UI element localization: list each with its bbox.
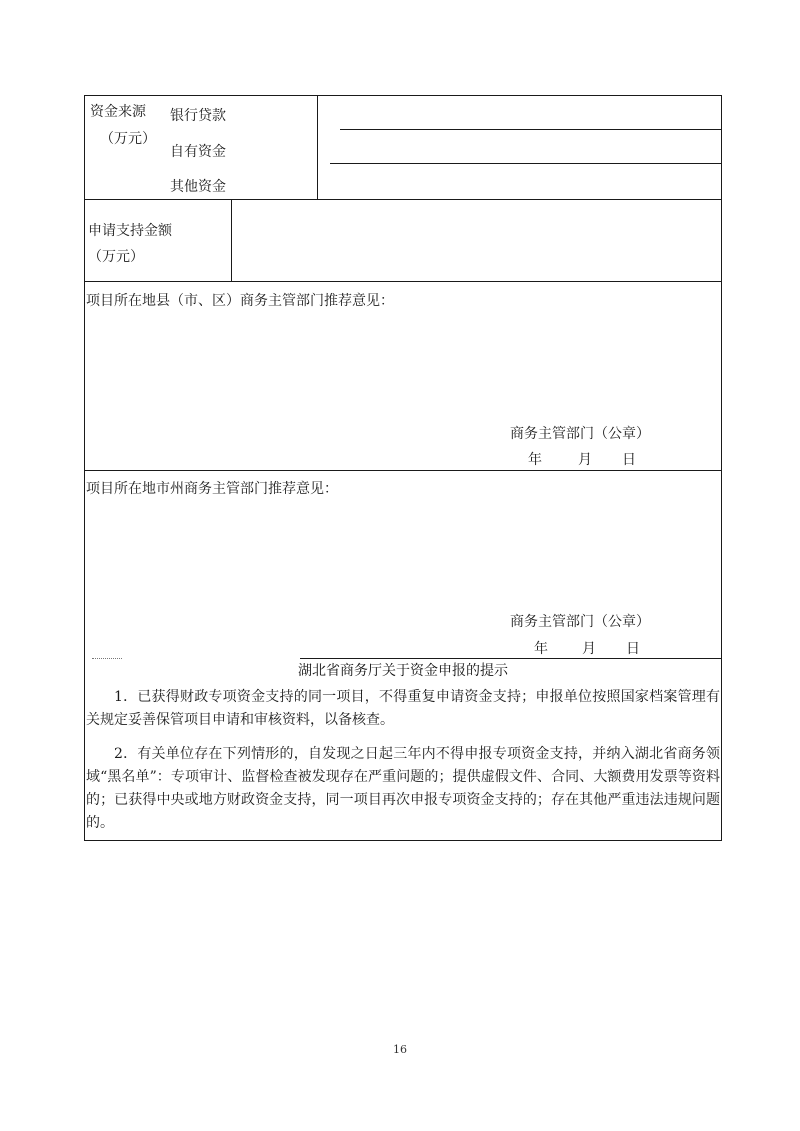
city-bottom-line bbox=[300, 658, 722, 659]
table-bottom-border bbox=[84, 840, 722, 841]
city-opinion-heading: 项目所在地市州商务主管部门推荐意见： bbox=[86, 481, 338, 497]
county-date-year: 年 bbox=[528, 452, 542, 468]
apply-amount-unit: （万元） bbox=[88, 249, 144, 265]
table-right-border bbox=[721, 95, 722, 840]
county-seal-label: 商务主管部门（公章） bbox=[510, 426, 650, 442]
apply-amount-label: 申请支持金额 bbox=[88, 223, 172, 239]
apply-amount-divider bbox=[231, 199, 232, 281]
county-opinion-heading: 项目所在地县（市、区）商务主管部门推荐意见： bbox=[86, 293, 394, 309]
county-date-day: 日 bbox=[622, 452, 636, 468]
funding-row-line-1 bbox=[340, 129, 721, 130]
funding-bank-loan: 银行贷款 bbox=[170, 108, 226, 124]
funding-label: 资金来源 bbox=[90, 104, 146, 120]
city-bottom-dotted-line bbox=[92, 658, 122, 659]
funding-other-funds: 其他资金 bbox=[170, 179, 226, 195]
funding-divider bbox=[317, 95, 318, 199]
city-date-year: 年 bbox=[534, 641, 548, 657]
city-seal-label: 商务主管部门（公章） bbox=[510, 614, 650, 630]
county-date-month: 月 bbox=[578, 452, 592, 468]
funding-row-line-2 bbox=[330, 163, 721, 164]
notice-title: 湖北省商务厅关于资金申报的提示 bbox=[298, 663, 508, 679]
funding-bottom-line bbox=[84, 199, 722, 200]
funding-unit: （万元） bbox=[100, 131, 156, 147]
notice-item-2: 2．有关单位存在下列情形的，自发现之日起三年内不得申报专项资金支持，并纳入湖北省商务领域“黑名单”：专项审计、监督检查被发现存在严重问题的；提供虚假文件、合同、大额费用发票等资料的；已获得中央或地方财政资金支持，同一项目再次申报专项资金支持的；存在其他严重违法违规问题的。 bbox=[86, 746, 720, 831]
city-date-day: 日 bbox=[626, 641, 640, 657]
table-left-border bbox=[84, 95, 85, 840]
county-bottom-line bbox=[84, 470, 722, 471]
apply-amount-bottom-line bbox=[84, 281, 722, 282]
city-date-month: 月 bbox=[582, 641, 596, 657]
table-top-border bbox=[84, 95, 722, 96]
page-number: 16 bbox=[393, 1043, 407, 1056]
funding-own-funds: 自有资金 bbox=[170, 144, 226, 160]
notice-item-1: 1．已获得财政专项资金支持的同一项目，不得重复申请资金支持；申报单位按照国家档案管理有关规定妥善保管项目申请和审核资料，以备核查。 bbox=[86, 689, 720, 728]
